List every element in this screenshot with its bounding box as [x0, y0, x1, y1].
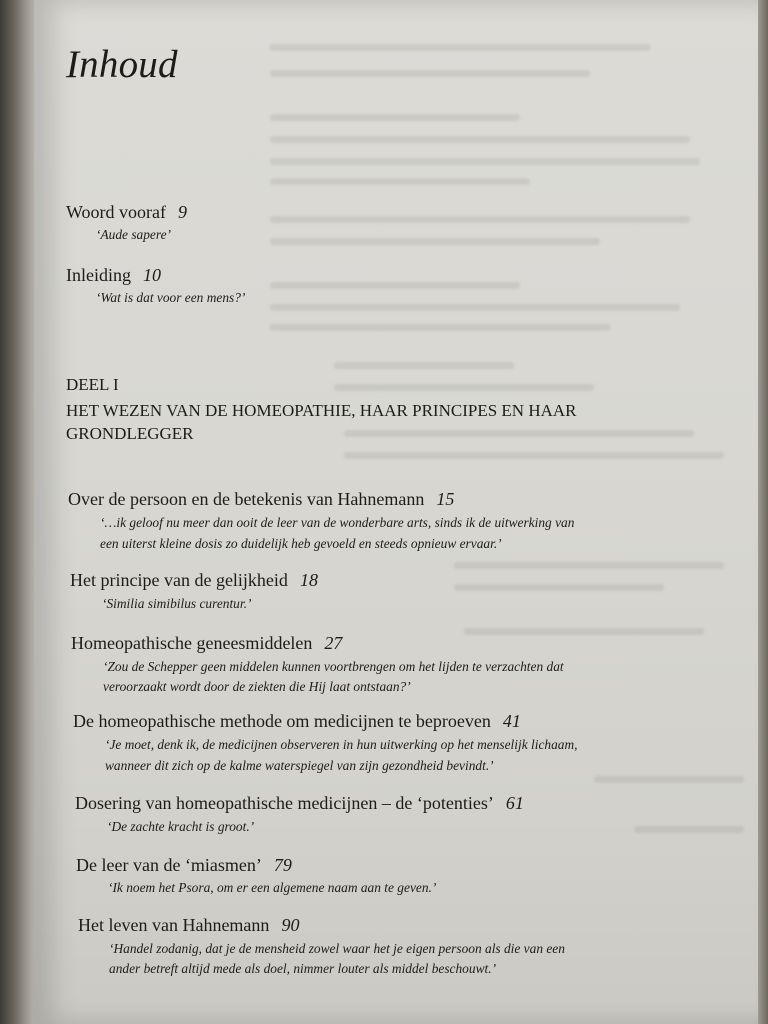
toc-entry-chapter [71, 632, 342, 654]
toc-entry-page: 79 [273, 855, 292, 875]
toc-motto-line: ‘Zou de Schepper geen middelen kunnen voortbrengen om het lijden te verzachten dat [103, 659, 564, 674]
toc-entry-page: 27 [324, 633, 343, 653]
toc-entry-chapter [70, 569, 318, 591]
toc-motto-line: veroorzaakt wordt door de ziekten die Hij laat ontstaan?’ [103, 679, 411, 694]
toc-motto: ‘Aude sapere’ [96, 227, 171, 242]
toc-entry-title: Het principe van de gelijkheid [70, 570, 288, 590]
toc-entry-title: Woord vooraf [66, 202, 167, 222]
toc-entry-chapter [75, 792, 524, 814]
toc-entry-inleiding [66, 264, 161, 286]
toc-entry-page: 9 [178, 202, 188, 222]
toc-entry-title: De homeopathische methode om medicijnen te beproeven [73, 711, 491, 731]
toc-entry-page: 41 [502, 711, 521, 731]
toc-entry-title: Het leven van Hahnemann [78, 915, 270, 935]
toc-entry-title: De leer van de ‘miasmen’ [76, 855, 262, 875]
toc-motto-line: ‘…ik geloof nu meer dan ooit de leer van de wonderbare arts, sinds ik de uitwerking van [100, 515, 575, 530]
toc-entry-title: Homeopathische geneesmiddelen [71, 633, 313, 653]
toc-entry-woord-vooraf [66, 201, 187, 223]
toc-motto-line: een uiterst kleine dosis zo duidelijk heb gevoeld en steeds opnieuw ervaar.’ [100, 536, 502, 551]
toc-entry-chapter [76, 854, 292, 876]
toc-entry-page: 61 [505, 793, 524, 813]
toc-entry-chapter [78, 914, 299, 936]
toc-entry-page: 90 [281, 915, 300, 935]
toc-entry-title: Over de persoon en de betekenis van Hahnemann [68, 489, 425, 509]
toc-entry-page: 18 [299, 570, 318, 590]
toc-entry-page: 15 [436, 489, 455, 509]
toc-motto-line: ‘Similia simibilus curentur.’ [102, 596, 252, 611]
part-label: DEEL I [66, 375, 119, 394]
toc-motto: ‘Wat is dat voor een mens?’ [96, 290, 246, 305]
toc-entry-page: 10 [143, 265, 161, 285]
toc-entry-chapter [68, 488, 454, 510]
page-title: Inhoud [66, 43, 178, 86]
toc-entry-title: Inleiding [66, 265, 131, 285]
toc-motto-line: ‘De zachte kracht is groot.’ [107, 819, 255, 834]
toc-motto-line: wanneer dit zich op de kalme waterspiegel van zijn gezondheid bevindt.’ [105, 758, 494, 773]
toc-motto-line: ‘Handel zodanig, dat je de mensheid zowel waar het je eigen persoon als die van een [109, 941, 565, 956]
toc-entry-chapter [73, 710, 521, 732]
part-title: HET WEZEN VAN DE HOMEOPATHIE, HAAR PRINCIPES EN HAAR GRONDLEGGER [66, 401, 577, 443]
toc-motto-line: ‘Ik noem het Psora, om er een algemene naam aan te geven.’ [108, 880, 437, 895]
toc-motto-line: ‘Je moet, denk ik, de medicijnen observeren in hun uitwerking op het menselijk lichaam, [105, 737, 578, 752]
toc-entry-title: Dosering van homeopathische medicijnen – de ‘potenties’ [75, 793, 494, 813]
toc-motto-line: ander betreft altijd mede als doel, nimmer louter als middel beschouwt.’ [109, 961, 497, 976]
